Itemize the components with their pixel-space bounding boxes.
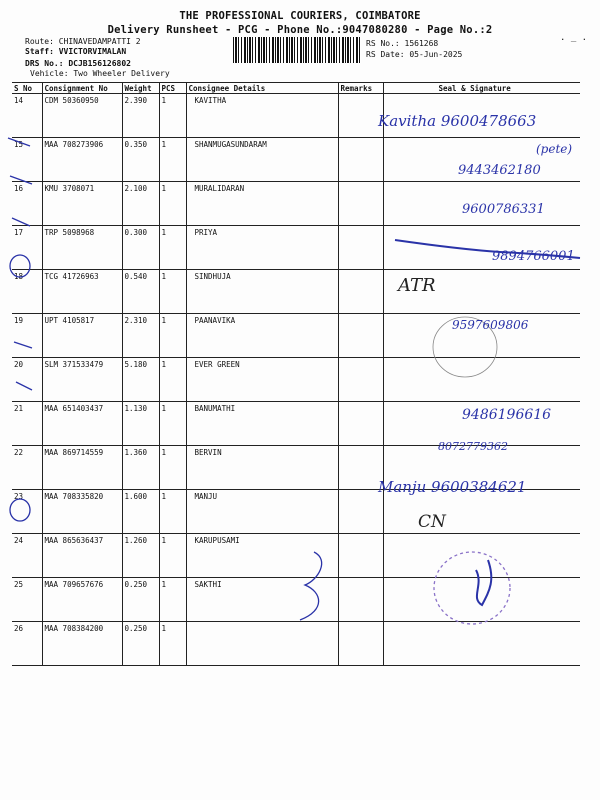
row-sno: 25 (12, 578, 42, 622)
col-signature: Seal & Signature (383, 83, 580, 94)
row-weight: 5.180 (122, 358, 159, 402)
row-remarks (338, 490, 383, 534)
row-sno: 16 (12, 182, 42, 226)
row-consignee: BANUMATHI (186, 402, 338, 446)
row-pcs: 1 (159, 226, 186, 270)
row-signature (383, 490, 580, 534)
row-remarks (338, 358, 383, 402)
row-pcs: 1 (159, 314, 186, 358)
row-pcs: 1 (159, 622, 186, 666)
row-consignment: MAA 865636437 (42, 534, 122, 578)
row-sno: 24 (12, 534, 42, 578)
row-remarks (338, 534, 383, 578)
signature-row22: 8072779362 (438, 440, 508, 453)
row-sno: 18 (12, 270, 42, 314)
row-sno: 15 (12, 138, 42, 182)
table-row (12, 578, 580, 622)
table-row (12, 358, 580, 402)
row-consignment: TCG 41726963 (42, 270, 122, 314)
row-signature (383, 578, 580, 622)
row-pcs: 1 (159, 94, 186, 138)
row-sno: 17 (12, 226, 42, 270)
row-weight: 1.360 (122, 446, 159, 490)
row-pcs: 1 (159, 270, 186, 314)
col-remarks: Remarks (338, 83, 383, 94)
table-row (12, 446, 580, 490)
row-consignment: MAA 869714559 (42, 446, 122, 490)
row-signature (383, 622, 580, 666)
row-weight: 0.250 (122, 578, 159, 622)
header-marks: . _ . (560, 33, 588, 43)
table-row (12, 534, 580, 578)
row-sno: 26 (12, 622, 42, 666)
table-row (12, 94, 580, 138)
row-consignee: SINDHUJA (186, 270, 338, 314)
row-consignee: MURALIDARAN (186, 182, 338, 226)
row-consignee: SAKTHI (186, 578, 338, 622)
runsheet-table (12, 82, 580, 666)
signature-row15-note: (pete) (536, 142, 573, 156)
row-weight: 0.350 (122, 138, 159, 182)
row-pcs: 1 (159, 446, 186, 490)
row-weight: 2.310 (122, 314, 159, 358)
row-consignee: PAANAVIKA (186, 314, 338, 358)
row-remarks (338, 622, 383, 666)
row-remarks (338, 446, 383, 490)
runsheet-subtitle: Delivery Runsheet - PCG - Phone No.:9047080280 - Page No.:2 (107, 24, 493, 36)
col-weight: Weight (122, 83, 159, 94)
row-consignment: MAA 708273906 (42, 138, 122, 182)
table-header-row (12, 83, 580, 94)
row-signature (383, 314, 580, 358)
row-consignee: KARUPUSAMI (186, 534, 338, 578)
row-pcs: 1 (159, 578, 186, 622)
row-consignment: CDM 50360950 (42, 94, 122, 138)
row-consignee: EVER GREEN (186, 358, 338, 402)
row-sno: 19 (12, 314, 42, 358)
row-signature (383, 402, 580, 446)
row-consignment: SLM 371533479 (42, 358, 122, 402)
drs-label: DRS No.: DCJB156126802 (25, 59, 131, 68)
row-pcs: 1 (159, 490, 186, 534)
row-weight: 2.100 (122, 182, 159, 226)
table-row (12, 138, 580, 182)
signature-row21: 9486196616 (462, 407, 552, 423)
rs-number: RS No.: 1561268 (366, 39, 439, 48)
signature-row19: 9597609806 (452, 318, 529, 332)
row-consignment: MAA 709657676 (42, 578, 122, 622)
table-row (12, 622, 580, 666)
row-remarks (338, 182, 383, 226)
row-consignment: MAA 708384200 (42, 622, 122, 666)
row-consignee: PRIYA (186, 226, 338, 270)
row-weight: 0.300 (122, 226, 159, 270)
signature-row18: ATR (398, 275, 436, 296)
row-signature (383, 182, 580, 226)
col-consignee: Consignee Details (186, 83, 338, 94)
row-remarks (338, 314, 383, 358)
row-pcs: 1 (159, 182, 186, 226)
row-sno: 20 (12, 358, 42, 402)
row-sno: 22 (12, 446, 42, 490)
row-remarks (338, 138, 383, 182)
row-remarks (338, 226, 383, 270)
row-signature (383, 94, 580, 138)
row-consignee: BERVIN (186, 446, 338, 490)
rs-date: RS Date: 05-Jun-2025 (366, 50, 463, 59)
company-title: THE PROFESSIONAL COURIERS, COIMBATORE (179, 10, 421, 22)
row-consignee: KAVITHA (186, 94, 338, 138)
row-weight: 1.600 (122, 490, 159, 534)
table-row (12, 314, 580, 358)
row-consignment: UPT 4105817 (42, 314, 122, 358)
row-consignment: MAA 651403437 (42, 402, 122, 446)
table-row (12, 402, 580, 446)
row-signature (383, 534, 580, 578)
row-pcs: 1 (159, 358, 186, 402)
table-row (12, 182, 580, 226)
row-sno: 21 (12, 402, 42, 446)
row-remarks (338, 578, 383, 622)
row-consignee: MANJU (186, 490, 338, 534)
row-signature (383, 226, 580, 270)
signature-row23: Manju 9600384621 (378, 478, 527, 496)
staff-label: Staff: VVICTORVIMALAN (25, 47, 127, 56)
row-consignee (186, 622, 338, 666)
row-consignment: MAA 708335820 (42, 490, 122, 534)
col-pcs: PCS (159, 83, 186, 94)
table-row (12, 490, 580, 534)
row-signature (383, 358, 580, 402)
row-pcs: 1 (159, 138, 186, 182)
signature-row17: 9894766001 (492, 249, 575, 264)
signature-row14: Kavitha 9600478663 (378, 112, 537, 130)
row-consignee: SHANMUGASUNDARAM (186, 138, 338, 182)
vehicle-label: Vehicle: Two Wheeler Delivery (30, 69, 170, 78)
row-signature (383, 138, 580, 182)
barcode (233, 37, 361, 63)
row-signature (383, 270, 580, 314)
row-sno: 14 (12, 94, 42, 138)
route-label: Route: CHINAVEDAMPATTI 2 (25, 37, 141, 46)
row-remarks (338, 94, 383, 138)
row-consignment: KMU 3708071 (42, 182, 122, 226)
row-pcs: 1 (159, 534, 186, 578)
row-weight: 0.250 (122, 622, 159, 666)
table-row (12, 226, 580, 270)
row-weight: 1.130 (122, 402, 159, 446)
col-consignment: Consignment No (42, 83, 122, 94)
row-weight: 0.540 (122, 270, 159, 314)
row-remarks (338, 402, 383, 446)
row-consignment: TRP 5098968 (42, 226, 122, 270)
row-pcs: 1 (159, 402, 186, 446)
signature-row15: 9443462180 (458, 163, 541, 178)
row-signature (383, 446, 580, 490)
signature-row16: 9600786331 (462, 202, 545, 217)
row-weight: 2.390 (122, 94, 159, 138)
row-remarks (338, 270, 383, 314)
row-sno: 23 (12, 490, 42, 534)
row-weight: 1.260 (122, 534, 159, 578)
signature-row24: CN (418, 512, 446, 532)
table-row (12, 270, 580, 314)
col-sno: S No (12, 83, 42, 94)
